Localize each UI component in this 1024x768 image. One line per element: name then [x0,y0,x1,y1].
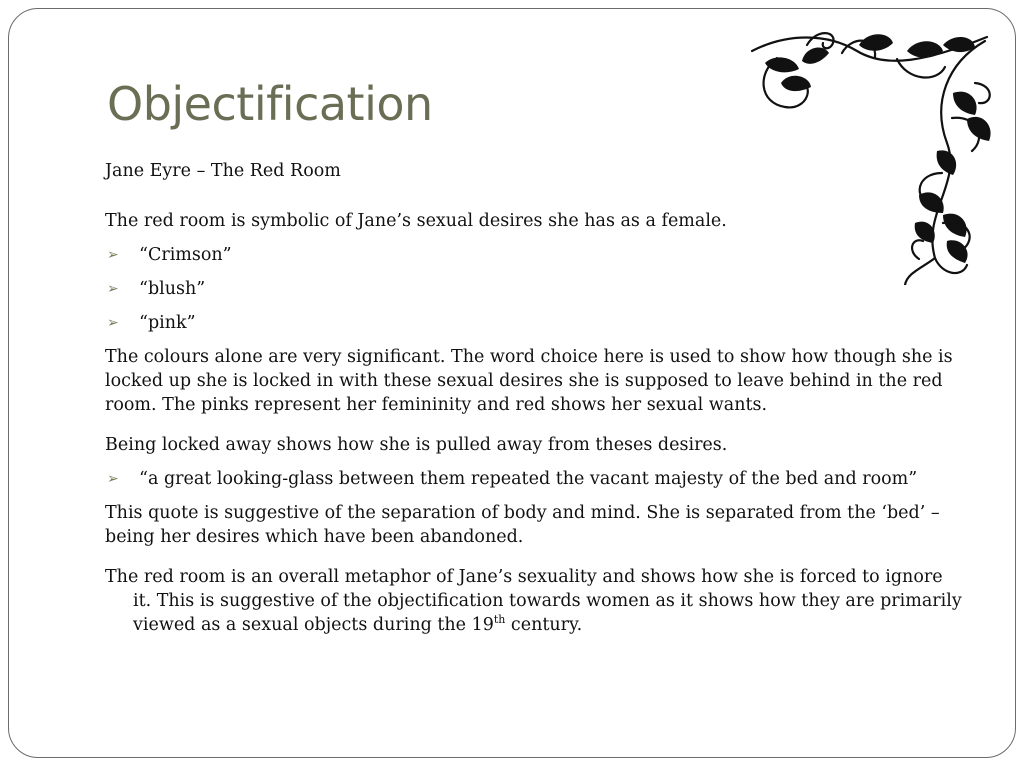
final-paragraph [105,565,963,637]
colours-paragraph: The colours alone are very significant. The word choice here is used to show how though she is locked up she is locked in with these sexual desires she is supposed to leave behind in the red room. The pinks represent her femininity and red shows her sexual wants. [105,347,953,415]
subtitle: Jane Eyre – The Red Room [105,161,341,181]
bullet-text: “blush” [139,279,206,299]
intro-paragraph: The red room is symbolic of Jane’s sexual desires she has as a female. [105,211,727,231]
arrow-bullet-icon: ➢ [107,315,119,331]
slide-title: Objectification [107,77,433,131]
arrow-bullet-icon: ➢ [107,281,119,297]
quote-bullet [105,467,963,491]
bullet-text: “pink” [139,313,196,333]
final-paragraph-main: The red room is an overall metaphor of Jane’s sexuality and shows how she is forced to ignore it. This is suggestive of the objectification towards women as it shows how they are primarily viewed as a sexual objects during the 19 [105,567,962,635]
slide-body [105,159,963,637]
arrow-bullet-icon: ➢ [107,471,119,487]
bullet-text: “Crimson” [139,245,232,265]
final-paragraph-end: century. [505,615,583,635]
bullet-item [105,243,963,267]
locked-paragraph: Being locked away shows how she is pulled away from theses desires. [105,435,728,455]
bullet-item [105,311,963,335]
ordinal-suffix: th [493,613,506,627]
quote-paragraph: This quote is suggestive of the separation of body and mind. She is separated from the ‘bed’ – being her desires which have been abandoned. [105,503,940,547]
arrow-bullet-icon: ➢ [107,247,119,263]
bullet-item [105,277,963,301]
quote-text: “a great looking-glass between them repeated the vacant majesty of the bed and room” [139,469,918,489]
slide [8,8,1016,758]
